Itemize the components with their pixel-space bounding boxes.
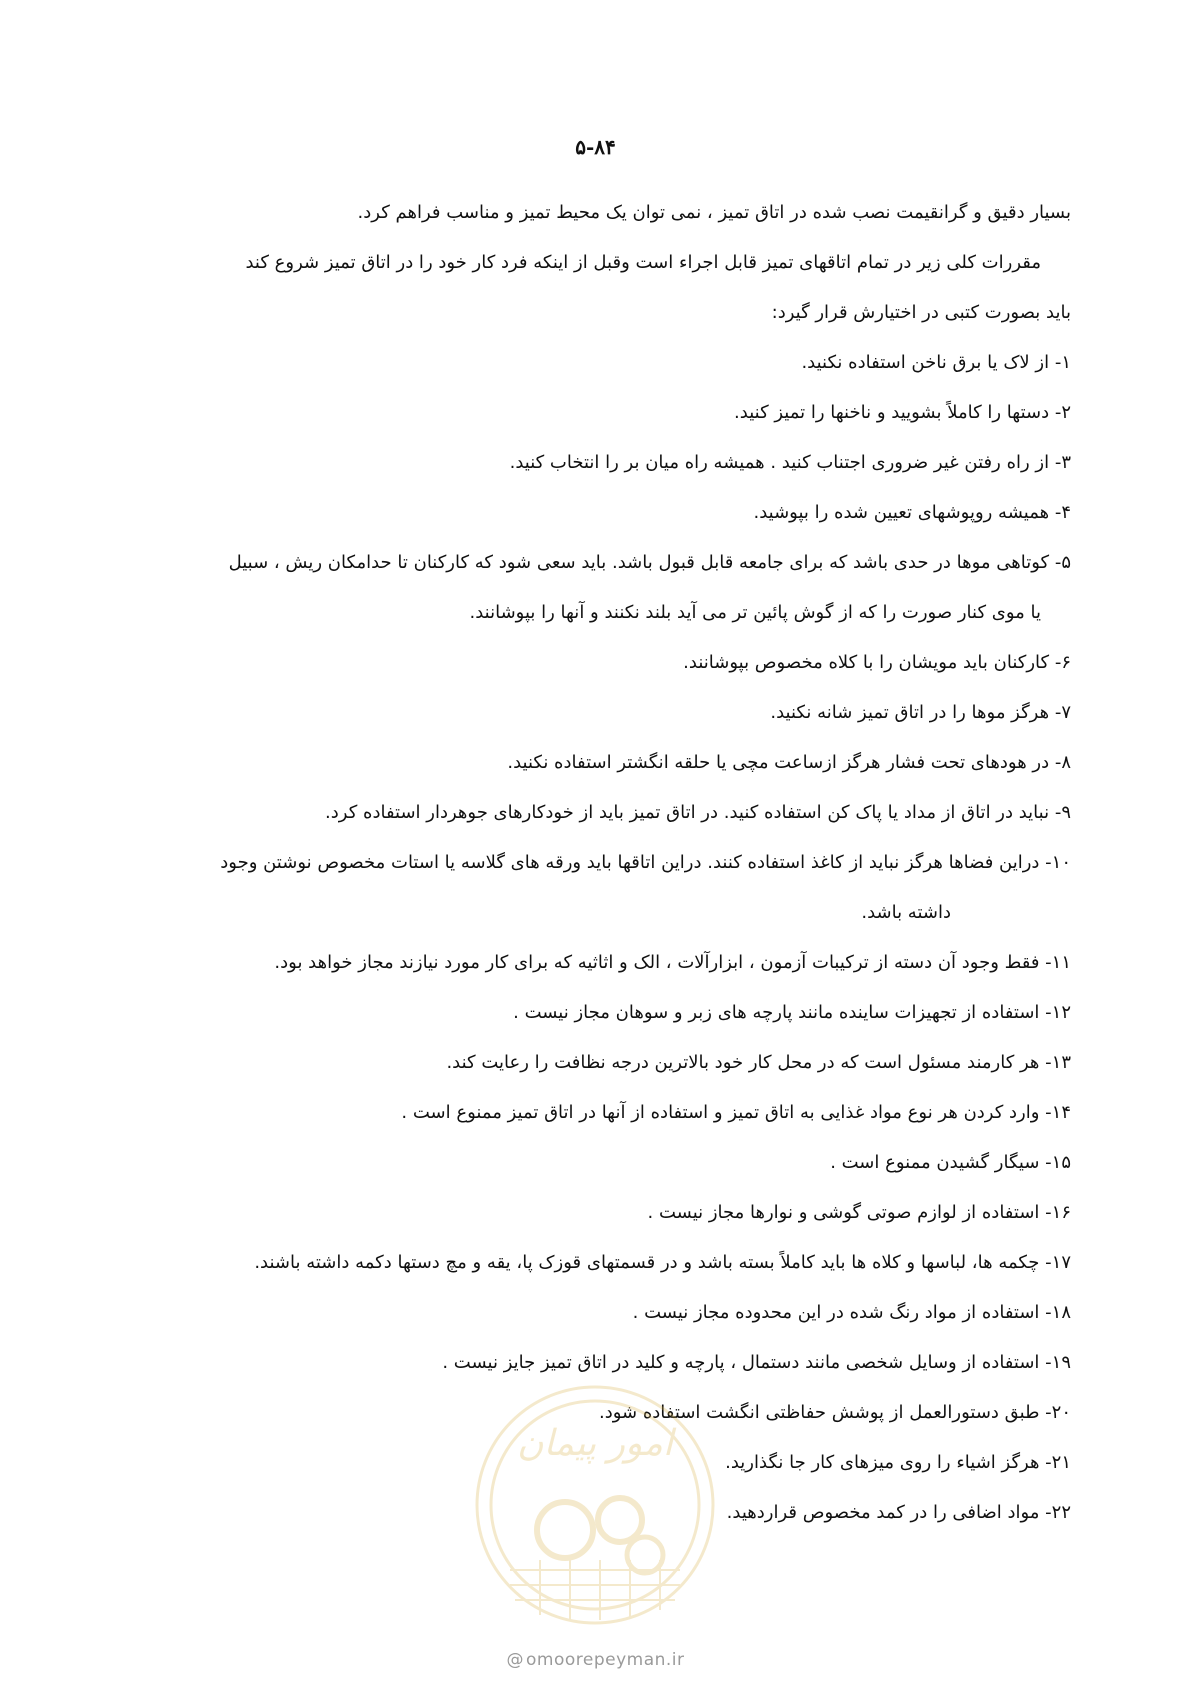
text-line: ۱۷- چکمه ها، لباسها و کلاه ها باید کاملاً بسته باشد و در قسمتهای قوزک پا، یقه و مچ دستها دکمه داشته باشند. (254, 1252, 1071, 1273)
body-text (121, 188, 1071, 1538)
text-line: ۸- در هودهای تحت فشار هرگز ازساعت مچی یا حلقه انگشتر استفاده نکنید. (507, 752, 1071, 773)
text-line: ۷- هرگز موها را در اتاق تمیز شانه نکنید. (770, 702, 1071, 723)
text-line: ۱۴- وارد کردن هر نوع مواد غذایی به اتاق تمیز و استفاده از آنها در اتاق تمیز ممنوع است . (401, 1102, 1071, 1123)
text-line: داشته باشد. (861, 902, 951, 923)
text-line: ۱۸- استفاده از مواد رنگ شده در این محدوده مجاز نیست . (632, 1302, 1071, 1323)
text-line: ۶- کارکنان باید مویشان را با کلاه مخصوص بپوشانند. (683, 652, 1071, 673)
text-line: ۱۲- استفاده از تجهیزات ساینده مانند پارچه های زبر و سوهان مجاز نیست . (513, 1002, 1071, 1023)
text-line: ۲- دستها را کاملاً بشویید و ناخنها را تمیز کنید. (734, 402, 1071, 423)
text-line: ۳- از راه رفتن غیر ضروری اجتناب کنید . همیشه راه میان بر را انتخاب کنید. (509, 452, 1071, 473)
text-line: بسیار دقیق و گرانقیمت نصب شده در اتاق تمیز ، نمی توان یک محیط تمیز و مناسب فراهم کرد. (357, 202, 1071, 223)
at-icon: @ (506, 1650, 524, 1670)
text-line: باید بصورت کتبی در اختیارش قرار گیرد: (771, 302, 1071, 323)
text-line: ۱۵- سیگار گشیدن ممنوع است . (830, 1152, 1071, 1173)
text-line: ۲۱- هرگز اشیاء را روی میزهای کار جا نگذارید. (725, 1452, 1071, 1473)
text-line: ۱۳- هر کارمند مسئول است که در محل کار خود بالاترین درجه نظافت را رعایت کند. (446, 1052, 1071, 1073)
text-line: ۱۰- دراین فضاها هرگز نباید از کاغذ استفاده کنند. دراین اتاقها باید ورقه های گلاسه یا استات مخصوص نوشتن وجود (220, 852, 1071, 873)
text-line: ۴- همیشه روپوشهای تعیین شده را بپوشید. (753, 502, 1071, 523)
text-line: ۲۰- طبق دستورالعمل از پوشش حفاظتی انگشت استفاده شود. (599, 1402, 1071, 1423)
text-line: ۲۲- مواد اضافی را در کمد مخصوص قراردهید. (726, 1502, 1071, 1523)
site-watermark-text: omoorepeyman.ir (525, 1650, 685, 1670)
page-number: ۵-۸۴ (575, 135, 616, 159)
logo-watermark (470, 1380, 720, 1630)
text-line: ۱- از لاک یا برق ناخن استفاده نکنید. (801, 352, 1071, 373)
text-line: ۵- کوتاهی موها در حدی باشد که برای جامعه قابل قبول باشد. باید سعی شود که کارکنان تا حدامکان ریش ، سبیل (228, 552, 1071, 573)
text-line: مقررات کلی زیر در تمام اتاقهای تمیز قابل اجراء است وقبل از اینکه فرد کار خود را در اتاق تمیز شروع کند (245, 252, 1041, 273)
text-line: ۱۱- فقط وجود آن دسته از ترکیبات آزمون ، ابزارآلات ، الک و اثاثیه که برای کار مورد نیازند مجاز خواهد بود. (274, 952, 1071, 973)
text-line: ۱۶- استفاده از لوازم صوتی گوشی و نوارها مجاز نیست . (647, 1202, 1071, 1223)
text-line: ۹- نباید در اتاق از مداد یا پاک کن استفاده کنید. در اتاق تمیز باید از خودکارهای جوهردار استفاده کرد. (325, 802, 1071, 823)
logo-watermark-text: امور پیمان (517, 1423, 673, 1464)
text-line: یا موی کنار صورت را که از گوش پائین تر می آید بلند نکنند و آنها را بپوشانند. (469, 602, 1041, 623)
text-line: ۱۹- استفاده از وسایل شخصی مانند دستمال ، پارچه و کلید در اتاق تمیز جایز نیست . (442, 1352, 1071, 1373)
site-watermark (0, 1650, 1191, 1670)
